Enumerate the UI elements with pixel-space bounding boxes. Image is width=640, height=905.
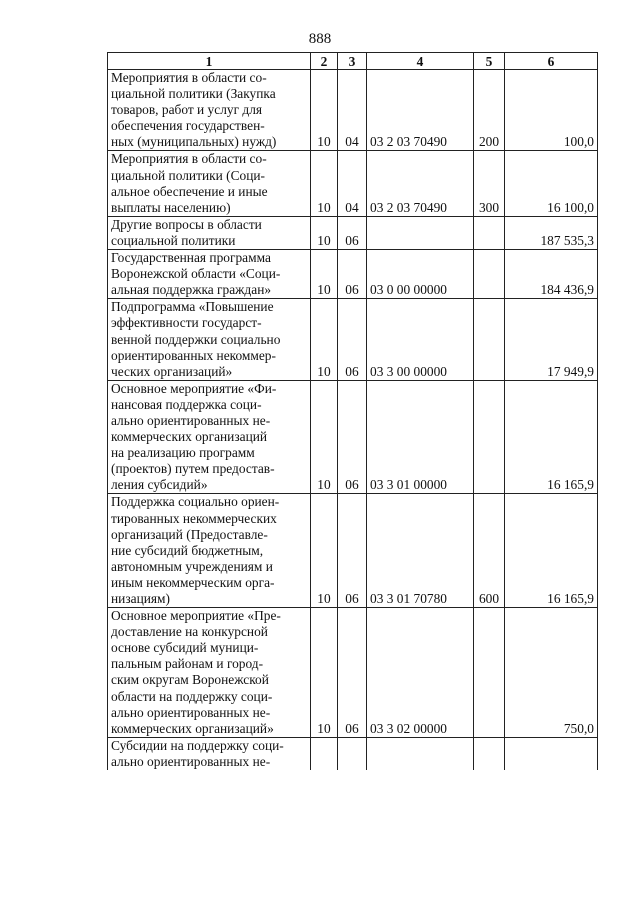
amount-cell: 750,0 — [505, 608, 598, 738]
section-code-cell: 10 — [311, 494, 338, 608]
row-name-cell: Государственная программа Воронежской области «Соци- альная поддержка граждан» — [108, 250, 311, 299]
section-code-cell: 10 — [311, 151, 338, 216]
target-article-cell — [367, 216, 474, 249]
subsection-code-cell: 06 — [338, 380, 367, 494]
row-name-cell: Основное мероприятие «Пре- доставление на конкурсной основе субсидий муници- пальным районам и город- ским округам Воронежской области на поддержку соци- ально ориентированных не- коммерческих организаций» — [108, 608, 311, 738]
section-code-cell — [311, 737, 338, 770]
row-name-cell: Другие вопросы в области социальной политики — [108, 216, 311, 249]
expense-type-cell — [474, 216, 505, 249]
expense-type-cell — [474, 250, 505, 299]
section-code-cell: 10 — [311, 250, 338, 299]
table-row — [108, 299, 598, 380]
table-row — [108, 380, 598, 494]
table-row — [108, 70, 598, 151]
section-code-cell: 10 — [311, 299, 338, 380]
row-name-cell: Субсидии на поддержку соци- ально ориентированных не- — [108, 737, 311, 770]
subsection-code-cell: 06 — [338, 216, 367, 249]
subsection-code-cell: 04 — [338, 151, 367, 216]
expense-type-cell — [474, 737, 505, 770]
amount-cell: 16 165,9 — [505, 380, 598, 494]
page-number: 888 — [308, 31, 332, 47]
amount-cell: 187 535,3 — [505, 216, 598, 249]
target-article-cell — [367, 737, 474, 770]
row-name-cell: Мероприятия в области со- циальной политики (Соци- альное обеспечение и иные выплаты населению) — [108, 151, 311, 216]
subsection-code-cell: 06 — [338, 494, 367, 608]
column-header-5: 5 — [474, 53, 505, 70]
table-row — [108, 494, 598, 608]
section-code-cell: 10 — [311, 380, 338, 494]
row-name-cell: Поддержка социально ориен- тированных некоммерческих организаций (Предоставле- ние субсидий бюджетным, автономным учреждениям и иным некоммерческим орга- низациям) — [108, 494, 311, 608]
expense-type-cell: 600 — [474, 494, 505, 608]
expense-type-cell: 300 — [474, 151, 505, 216]
column-header-4: 4 — [367, 53, 474, 70]
expense-type-cell — [474, 299, 505, 380]
section-code-cell: 10 — [311, 608, 338, 738]
column-header-6: 6 — [505, 53, 598, 70]
amount-cell — [505, 737, 598, 770]
amount-cell: 17 949,9 — [505, 299, 598, 380]
target-article-cell: 03 3 01 70780 — [367, 494, 474, 608]
target-article-cell: 03 0 00 00000 — [367, 250, 474, 299]
amount-cell: 16 100,0 — [505, 151, 598, 216]
budget-table — [107, 52, 598, 770]
table-row — [108, 151, 598, 216]
amount-cell: 100,0 — [505, 70, 598, 151]
target-article-cell: 03 3 02 00000 — [367, 608, 474, 738]
subsection-code-cell — [338, 737, 367, 770]
subsection-code-cell: 06 — [338, 299, 367, 380]
expense-type-cell — [474, 608, 505, 738]
subsection-code-cell: 04 — [338, 70, 367, 151]
table-row — [108, 216, 598, 249]
column-header-1: 1 — [108, 53, 311, 70]
subsection-code-cell: 06 — [338, 250, 367, 299]
table-header-row — [108, 53, 598, 70]
target-article-cell: 03 3 01 00000 — [367, 380, 474, 494]
section-code-cell: 10 — [311, 216, 338, 249]
target-article-cell: 03 3 00 00000 — [367, 299, 474, 380]
row-name-cell: Основное мероприятие «Фи- нансовая поддержка соци- ально ориентированных не- коммерческих организаций на реализацию программ (проектов) путем предостав- ления субсидий» — [108, 380, 311, 494]
expense-type-cell: 200 — [474, 70, 505, 151]
row-name-cell: Подпрограмма «Повышение эффективности государст- венной поддержки социально ориентированных некоммер- ческих организаций» — [108, 299, 311, 380]
subsection-code-cell: 06 — [338, 608, 367, 738]
table-row — [108, 737, 598, 770]
section-code-cell: 10 — [311, 70, 338, 151]
amount-cell: 184 436,9 — [505, 250, 598, 299]
column-header-2: 2 — [311, 53, 338, 70]
row-name-cell: Мероприятия в области со- циальной политики (Закупка товаров, работ и услуг для обеспечения государствен- ных (муниципальных) нужд) — [108, 70, 311, 151]
target-article-cell: 03 2 03 70490 — [367, 70, 474, 151]
amount-cell: 16 165,9 — [505, 494, 598, 608]
target-article-cell: 03 2 03 70490 — [367, 151, 474, 216]
table-row — [108, 250, 598, 299]
column-header-3: 3 — [338, 53, 367, 70]
table-row — [108, 608, 598, 738]
expense-type-cell — [474, 380, 505, 494]
